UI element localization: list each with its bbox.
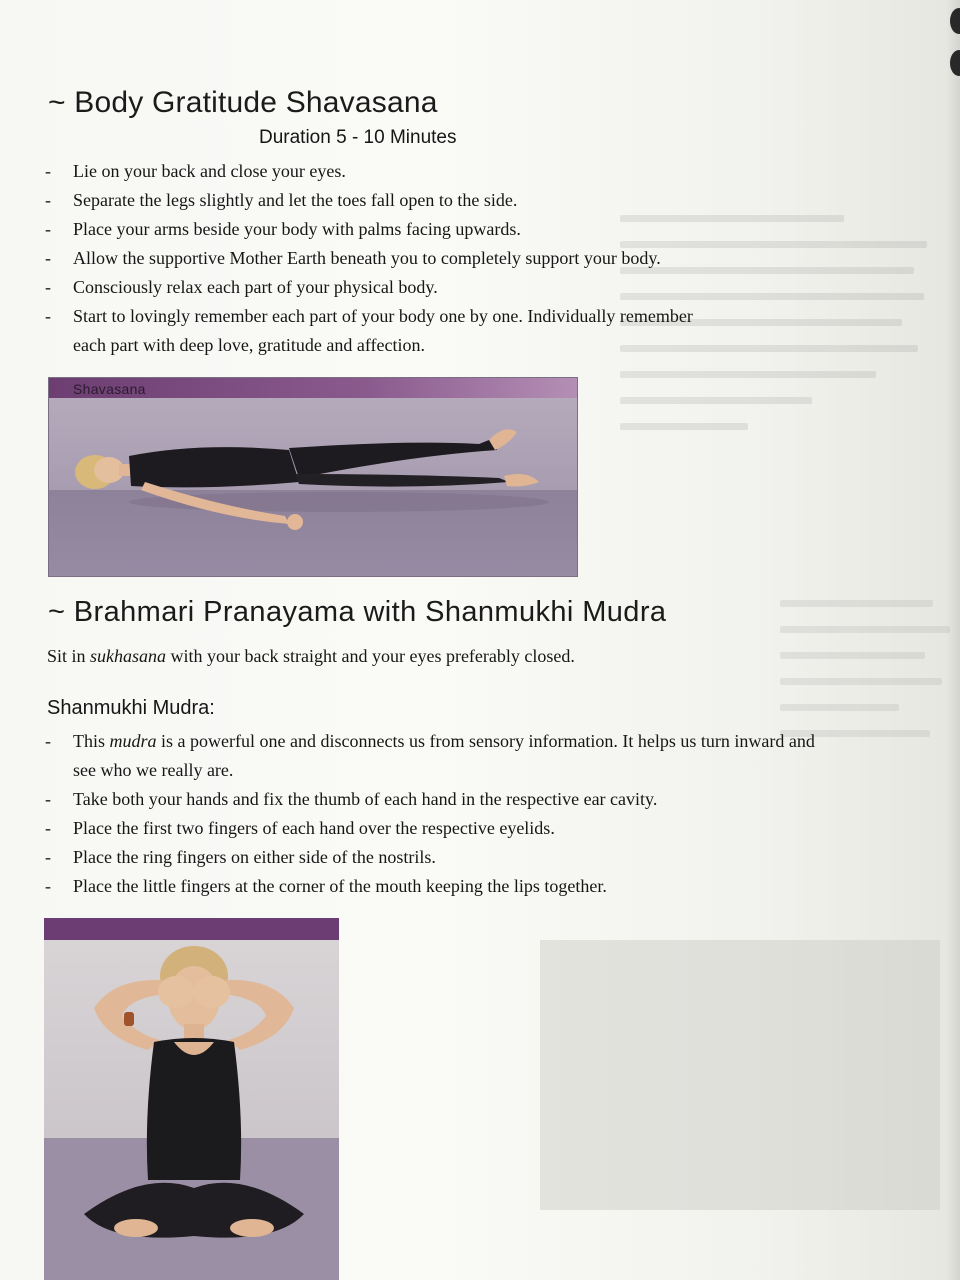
show-through-photo [540,940,940,1210]
list-item: - Place the little fingers at the corner of the mouth keeping the lips together. [45,872,825,901]
list-item-text-end: is a powerful one and disconnects us from sensory information. It helps us turn inward and see who we really are. [73,731,815,780]
list-item: - Consciously relax each part of your physical body. [45,273,725,302]
list-item: - Start to lovingly remember each part of your body one by one. Individually remember each part with deep love, gratitude and affection. [45,302,725,360]
intro-paragraph [47,646,575,667]
list-item: - Lie on your back and close your eyes. [45,157,725,186]
reclining-figure-illustration [49,378,577,576]
shanmukhi-mudra-photo [44,918,339,1280]
shanmukhi-instructions [45,727,825,901]
list-item: - Separate the legs slightly and let the toes fall open to the side. [45,186,725,215]
section-title-shavasana: ~ Body Gratitude Shavasana [48,86,438,119]
intro-text-end: with your back straight and your eyes preferably closed. [166,646,575,666]
photo-caption: Shavasana [73,381,146,397]
list-item [45,727,825,785]
list-item-text: This [73,731,110,751]
page-edge-shadow [946,0,960,1280]
intro-text: Sit in [47,646,91,666]
section-title-brahmari: ~ Brahmari Pranayama with Shanmukhi Mudra [48,596,667,628]
list-item: - Place the first two fingers of each hand over the respective eyelids. [45,814,825,843]
intro-emphasis: sukhasana [90,646,167,666]
seated-figure-illustration [44,918,339,1280]
list-item-emphasis: mudra [109,731,157,751]
duration-line: Duration 5 - 10 Minutes [259,127,457,148]
list-item: - Place the ring fingers on either side of the nostrils. [45,843,825,872]
shavasana-photo [49,378,577,576]
shavasana-instructions [45,157,725,360]
list-item: - Allow the supportive Mother Earth beneath you to completely support your body. [45,244,725,273]
list-item: - Take both your hands and fix the thumb of each hand in the respective ear cavity. [45,785,825,814]
list-item: - Place your arms beside your body with palms facing upwards. [45,215,725,244]
subheading-shanmukhi: Shanmukhi Mudra: [47,697,215,719]
